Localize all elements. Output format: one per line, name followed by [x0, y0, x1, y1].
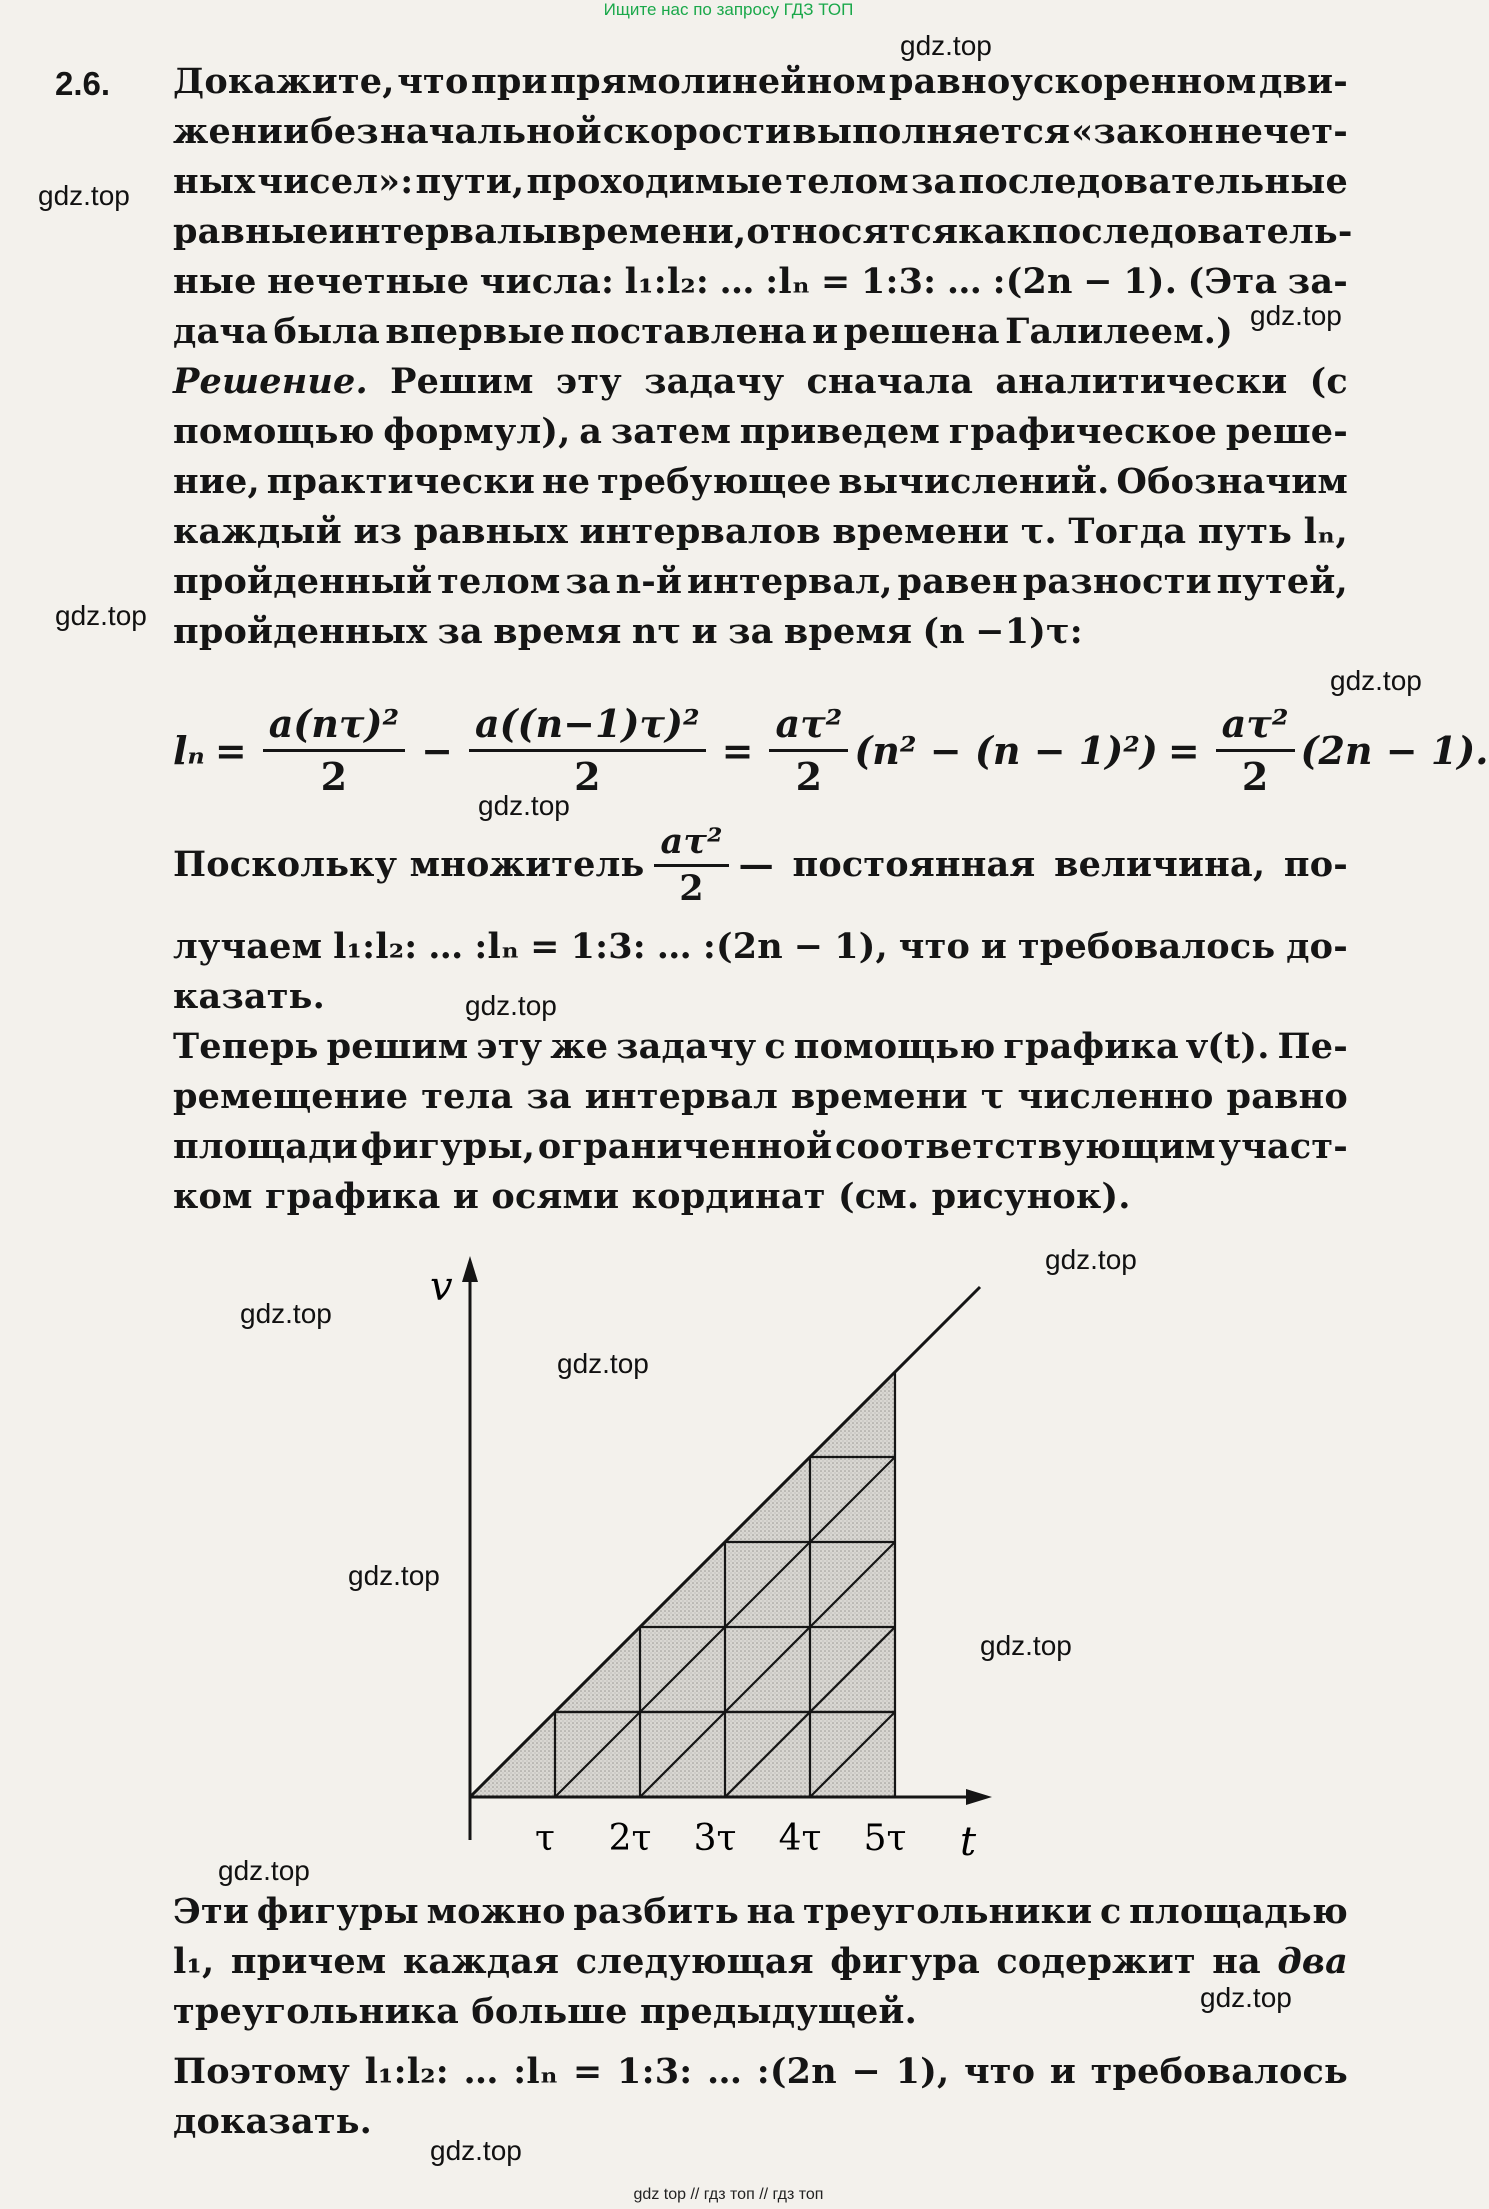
word: что	[397, 61, 469, 102]
text-line	[173, 1940, 1348, 1984]
text-line	[173, 110, 1348, 154]
word: равные	[173, 211, 329, 252]
word: тела	[421, 1076, 514, 1117]
word: τ	[980, 1076, 1005, 1117]
word: приведем	[739, 411, 941, 452]
word: жении	[173, 111, 310, 152]
word: «закон	[1071, 111, 1214, 152]
word: графика	[1003, 1026, 1179, 1067]
fraction	[263, 699, 405, 802]
word: требовалось	[1017, 926, 1276, 967]
tick-label: 3τ	[693, 1818, 737, 1859]
text-line: казать.	[173, 976, 325, 1017]
word: скорости	[602, 111, 792, 152]
word: формул),	[383, 411, 571, 452]
word: за	[526, 1076, 572, 1117]
word: ком графика и осями кординат (см. рисунок).	[173, 1176, 1131, 1217]
y-axis-label: v	[430, 1264, 453, 1310]
watermark: gdz.top	[240, 1298, 332, 1329]
word: начальной	[380, 111, 602, 152]
word: с	[764, 1026, 786, 1067]
word: …	[719, 261, 755, 302]
word: —	[738, 844, 774, 885]
formula-eq: =	[1167, 727, 1200, 773]
word: телом	[785, 161, 909, 202]
word: пройденных	[173, 611, 428, 652]
word: пути,	[415, 161, 525, 202]
word: треугольника больше предыдущей.	[173, 1991, 917, 2032]
watermark: gdz.top	[1330, 665, 1422, 696]
watermark: gdz.top	[478, 790, 570, 821]
word: на	[1212, 1941, 1261, 1982]
word: =	[530, 926, 560, 967]
word: по-	[1283, 844, 1348, 885]
word: 1),	[834, 926, 888, 967]
word: соответствующим	[834, 1126, 1216, 1167]
word: решим	[326, 1026, 469, 1067]
text-line	[173, 1025, 1348, 1069]
fraction-denominator: 2	[320, 753, 348, 799]
word: …	[428, 926, 464, 967]
word: времени	[791, 1076, 968, 1117]
word: была	[273, 311, 381, 352]
word: путь	[1197, 511, 1293, 552]
word: доказать.	[173, 2101, 373, 2142]
word: путей,	[1216, 561, 1348, 602]
watermark: gdz.top	[900, 30, 992, 61]
word: и	[691, 611, 718, 652]
text-line	[173, 560, 1348, 604]
word: Докажите,	[173, 61, 395, 102]
tick-label: 5τ	[863, 1818, 907, 1859]
word: задачу	[644, 361, 785, 402]
formula-minus: −	[421, 727, 453, 773]
word: постоянная	[792, 844, 1036, 885]
word: −	[1083, 261, 1113, 302]
word: интервал	[584, 1076, 779, 1117]
watermark: gdz.top	[430, 2135, 522, 2166]
word: без	[310, 111, 379, 152]
word: −	[793, 926, 824, 967]
word: дви-	[1259, 61, 1348, 102]
word: и	[1049, 2051, 1076, 2092]
main-formula	[173, 700, 1489, 800]
word: :lₙ	[513, 2051, 559, 2092]
word: а	[579, 411, 603, 452]
text-line	[173, 60, 1348, 104]
word: проходимые	[526, 161, 784, 202]
word: :(2n	[992, 261, 1073, 302]
word: величина,	[1054, 844, 1266, 885]
word: фигура	[830, 1941, 980, 1982]
fraction-denominator: 2	[795, 753, 823, 799]
watermark: gdz.top	[980, 1630, 1072, 1661]
text-line	[173, 1990, 1348, 2034]
fraction-numerator: aτ²	[654, 820, 728, 867]
word: =	[572, 2051, 603, 2092]
word: (n	[922, 611, 965, 652]
word: следующая	[575, 1941, 814, 1982]
word: численно	[1017, 1076, 1214, 1117]
word: Решим	[390, 361, 534, 402]
search-banner[interactable]: Ищите нас по запросу ГДЗ ТОП	[603, 0, 854, 19]
word: телом	[437, 561, 561, 602]
text-line	[173, 1125, 1348, 1169]
word: что	[963, 2051, 1036, 2092]
word: l₁:l₂:	[364, 2051, 449, 2092]
word: ные	[173, 261, 257, 302]
word: за	[437, 611, 483, 652]
y-axis-arrow	[462, 1256, 478, 1282]
word: фигуры	[256, 1891, 419, 1932]
word: из	[353, 511, 403, 552]
fraction-denominator: 2	[679, 867, 704, 909]
fraction	[769, 699, 848, 802]
text-line	[173, 1175, 1348, 1219]
formula-eq: =	[721, 727, 754, 773]
word: можно	[426, 1891, 566, 1932]
velocity-graph	[420, 1250, 1000, 1870]
word: числа:	[479, 261, 615, 302]
word: Обозначим	[1116, 461, 1348, 502]
word: площади	[173, 1126, 358, 1167]
word: (с	[1309, 361, 1348, 402]
text-line	[173, 260, 1348, 304]
text-line	[173, 1890, 1348, 1934]
fraction-numerator: a((n−1)τ)²	[469, 699, 706, 752]
word: Тогда	[1068, 511, 1187, 552]
word: сначала	[806, 361, 974, 402]
word: решена	[843, 311, 1000, 352]
text-words	[739, 843, 1348, 887]
word: прямолинейном	[550, 61, 887, 102]
word: (Эта	[1187, 261, 1278, 302]
word: поставлена	[570, 311, 807, 352]
word: площадью	[1129, 1891, 1348, 1932]
footer-links[interactable]: gdz top // гдз топ // гдз топ	[633, 2186, 824, 2203]
solution-first-line	[173, 360, 1348, 404]
word: =	[820, 261, 851, 302]
word: нечетные	[267, 261, 470, 302]
text-line-fraction	[173, 815, 1348, 915]
fraction	[469, 699, 706, 802]
word: лучаем	[173, 926, 323, 967]
word: до-	[1286, 926, 1348, 967]
word: эту	[555, 361, 622, 402]
word: задачу	[616, 1026, 757, 1067]
x-axis-arrow	[966, 1789, 992, 1805]
tick-label: τ	[535, 1818, 555, 1859]
formula-eq: =	[214, 727, 247, 773]
solution-label: Решение.	[173, 361, 368, 402]
text-line	[173, 310, 1233, 354]
word: эту	[476, 1026, 543, 1067]
word: ние,	[173, 461, 260, 502]
formula-tail: (2n − 1).	[1300, 727, 1489, 773]
word: Эти	[173, 1891, 250, 1932]
word: −1)τ:	[975, 611, 1083, 652]
word: 1),	[895, 2051, 950, 2092]
text-line	[173, 2100, 1348, 2144]
watermark: gdz.top	[1250, 300, 1342, 331]
fraction-numerator: aτ²	[1216, 699, 1295, 752]
formula-lhs: lₙ	[173, 727, 205, 773]
fraction	[1216, 699, 1295, 802]
word: относятся	[746, 211, 959, 252]
word: не	[541, 461, 591, 502]
word: нечет-	[1214, 111, 1348, 152]
word: реше-	[1225, 411, 1348, 452]
word: времени	[832, 511, 1010, 552]
word: …	[656, 926, 692, 967]
word: разбить	[573, 1891, 739, 1932]
word: время	[493, 611, 622, 652]
word: …	[706, 2051, 743, 2092]
word: интервалы	[328, 211, 558, 252]
word: выполняется	[792, 111, 1071, 152]
word: последовательные	[958, 161, 1348, 202]
word: Поэтому	[173, 2051, 350, 2092]
word: :lₙ	[474, 926, 520, 967]
word: −	[851, 2051, 882, 2092]
word: n-й	[615, 561, 683, 602]
word: графическое	[948, 411, 1218, 452]
word: 1:3:	[860, 261, 937, 302]
word: причем	[230, 1941, 387, 1982]
fraction-denominator: 2	[1241, 753, 1269, 799]
word: вычислений.	[838, 461, 1110, 502]
word: lₙ,	[1303, 511, 1348, 552]
text-line	[173, 210, 1353, 254]
watermark: gdz.top	[1200, 1982, 1292, 2013]
word: 1:3:	[570, 926, 646, 967]
word: :lₙ	[765, 261, 811, 302]
word: аналитически	[995, 361, 1288, 402]
watermark: gdz.top	[557, 1348, 649, 1379]
word: равных	[413, 511, 568, 552]
text-before-fraction: Поскольку множитель	[173, 844, 645, 885]
word: 1:3:	[617, 2051, 693, 2092]
word: за	[565, 561, 611, 602]
word: интервалов	[579, 511, 821, 552]
word: дача	[173, 311, 269, 352]
word: содержит	[996, 1941, 1196, 1982]
word: как	[958, 211, 1032, 252]
word: за	[910, 161, 957, 202]
word: фигуры,	[360, 1126, 536, 1167]
word: требовалось	[1090, 2051, 1348, 2092]
watermark: gdz.top	[465, 990, 557, 1021]
word: :(2n	[702, 926, 783, 967]
text-line	[173, 410, 1348, 454]
fraction-denominator: 2	[574, 753, 601, 799]
word: ремещение	[173, 1076, 409, 1117]
word: l₁:l₂:	[333, 926, 418, 967]
word: v(t).	[1186, 1026, 1270, 1067]
word: что	[898, 926, 970, 967]
tick-label: 2τ	[608, 1818, 652, 1859]
word: каждая	[402, 1941, 560, 1982]
word: :(2n	[756, 2051, 837, 2092]
tick-label: 4τ	[778, 1818, 822, 1859]
word: практически	[266, 461, 536, 502]
word: участ-	[1218, 1126, 1348, 1167]
word: l₁:l₂:	[624, 261, 709, 302]
word: nτ	[631, 611, 682, 652]
word: τ.	[1020, 511, 1057, 552]
word: за-	[1287, 261, 1348, 302]
watermark: gdz.top	[55, 600, 147, 631]
text-line	[173, 2050, 1348, 2094]
word: l₁,	[173, 1941, 215, 1982]
text-line	[173, 1075, 1348, 1119]
word: и	[812, 311, 839, 352]
text-line	[173, 610, 1083, 654]
word: времени,	[557, 211, 747, 252]
word: последователь-	[1032, 211, 1353, 252]
word: впервые	[385, 311, 566, 352]
text-line	[173, 160, 1348, 204]
word: …	[463, 2051, 499, 2092]
word: интервал,	[687, 561, 893, 602]
word: помощью	[173, 411, 375, 452]
word: 1).	[1123, 261, 1178, 302]
word: каждый	[173, 511, 342, 552]
word: чисел»:	[257, 161, 414, 202]
word: равно	[1226, 1076, 1348, 1117]
word: треугольники	[803, 1891, 1093, 1932]
word: равноускоренном	[888, 61, 1257, 102]
word: с	[1099, 1891, 1122, 1932]
word: разности	[1022, 561, 1212, 602]
fraction-numerator: aτ²	[769, 699, 848, 752]
word: …	[946, 261, 983, 302]
watermark: gdz.top	[38, 180, 130, 211]
word: два	[1277, 1941, 1348, 1982]
text-line	[173, 510, 1348, 554]
word: ограниченной	[537, 1126, 833, 1167]
text-line	[173, 460, 1348, 504]
word: Пе-	[1277, 1026, 1348, 1067]
watermark: gdz.top	[1045, 1244, 1137, 1275]
word: при	[471, 61, 548, 102]
word: время	[783, 611, 913, 652]
word: равен	[897, 561, 1018, 602]
word: Теперь	[173, 1026, 319, 1067]
word: требующее	[597, 461, 832, 502]
word: и	[980, 926, 1008, 967]
text-line	[173, 925, 1348, 969]
word: на	[746, 1891, 796, 1932]
word: пройденный	[173, 561, 433, 602]
word: за	[728, 611, 774, 652]
formula-paren: (n² − (n − 1)²)	[854, 727, 1158, 773]
word: помощью	[793, 1026, 996, 1067]
word: Галилеем.)	[1005, 311, 1233, 352]
word: затем	[610, 411, 732, 452]
watermark: gdz.top	[348, 1560, 440, 1591]
word: ных	[173, 161, 256, 202]
fraction-numerator: a(nτ)²	[263, 699, 405, 752]
problem-number: 2.6.	[55, 65, 111, 102]
word: же	[550, 1026, 609, 1067]
watermark: gdz.top	[218, 1855, 310, 1886]
x-axis-label: t	[960, 1819, 977, 1865]
inline-fraction	[654, 820, 728, 911]
